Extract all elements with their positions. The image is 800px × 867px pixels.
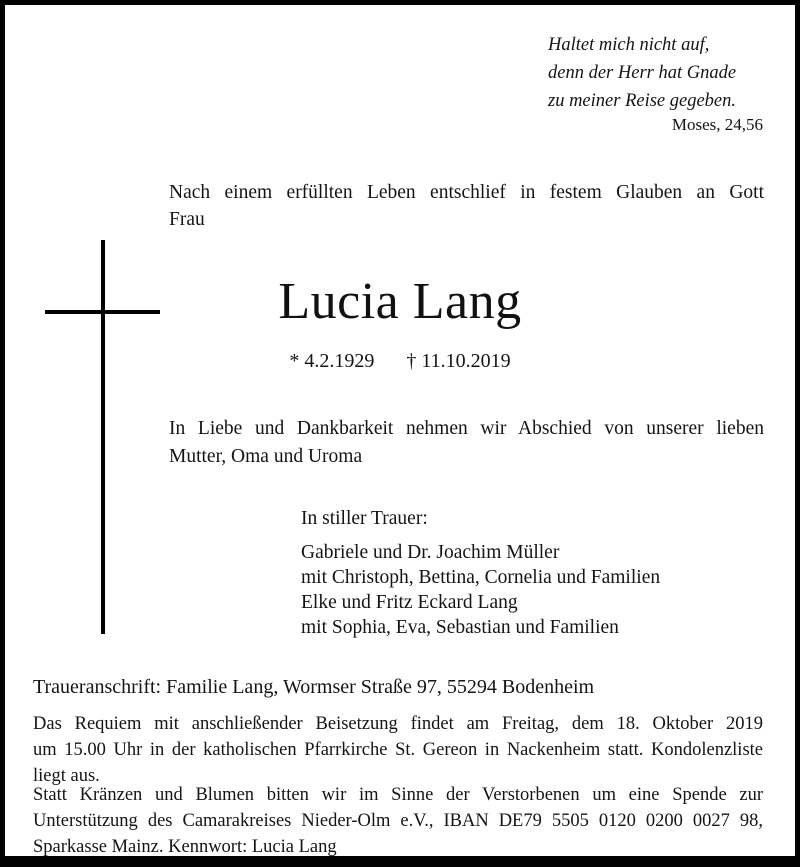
donation-line-3: Sparkasse Mainz. Kennwort: Lucia Lang (33, 837, 337, 857)
intro-line-1: Nach einem erfüllten Leben entschlief in festem Glauben an Gott (169, 182, 764, 203)
intro-line-2: Frau (169, 209, 205, 230)
death-date: 11.10.2019 (421, 350, 511, 372)
verse-line-2: denn der Herr hat Gnade (548, 63, 737, 83)
mourners-list (301, 540, 660, 640)
mourner-line: Elke und Fritz Eckard Lang (301, 592, 518, 613)
deceased-name: Lucia Lang (278, 273, 522, 330)
birth-symbol: * (289, 350, 300, 372)
verse-block (548, 31, 763, 115)
intro-text (169, 179, 764, 233)
mourners-title: In stiller Trauer: (301, 508, 428, 529)
donation-line-2: Unterstützung des Camarakreises Nieder-Olm e.V., IBAN DE79 5505 0120 0200 0027 98, (33, 811, 763, 831)
death-symbol: † (406, 350, 417, 372)
verse-source: Moses, 24,56 (671, 115, 763, 134)
requiem-line-3: liegt aus. (33, 766, 100, 786)
farewell-line-1: In Liebe und Dankbarkeit nehmen wir Abschied von unserer lieben (169, 418, 764, 439)
notice-sheet (5, 5, 795, 856)
donation-line-1: Statt Kränzen und Blumen bitten wir im Sinne der Verstorbenen um eine Spende zur (33, 785, 763, 805)
mourning-address: Traueranschrift: Familie Lang, Wormser Straße 97, 55294 Bodenheim (33, 676, 595, 698)
mourner-line: mit Sophia, Eva, Sebastian und Familien (301, 617, 619, 638)
requiem-line-1: Das Requiem mit anschließender Beisetzung findet am Freitag, dem 18. Oktober 2019 (33, 714, 763, 734)
requiem-line-2: um 15.00 Uhr in der katholischen Pfarrkirche St. Gereon in Nackenheim statt. Kondolenzliste (33, 740, 763, 760)
donation-request (33, 782, 763, 860)
verse-line-3: zu meiner Reise gegeben. (548, 91, 737, 111)
requiem-details (33, 711, 763, 789)
life-dates (5, 350, 795, 373)
mourner-line: mit Christoph, Bettina, Cornelia und Familien (301, 567, 661, 588)
birth-date: 4.2.1929 (304, 350, 375, 372)
verse-line-1: Haltet mich nicht auf, (548, 35, 710, 55)
mourner-line: Gabriele und Dr. Joachim Müller (301, 542, 560, 563)
farewell-line-2: Mutter, Oma und Uroma (169, 446, 363, 467)
farewell-text (169, 415, 764, 471)
